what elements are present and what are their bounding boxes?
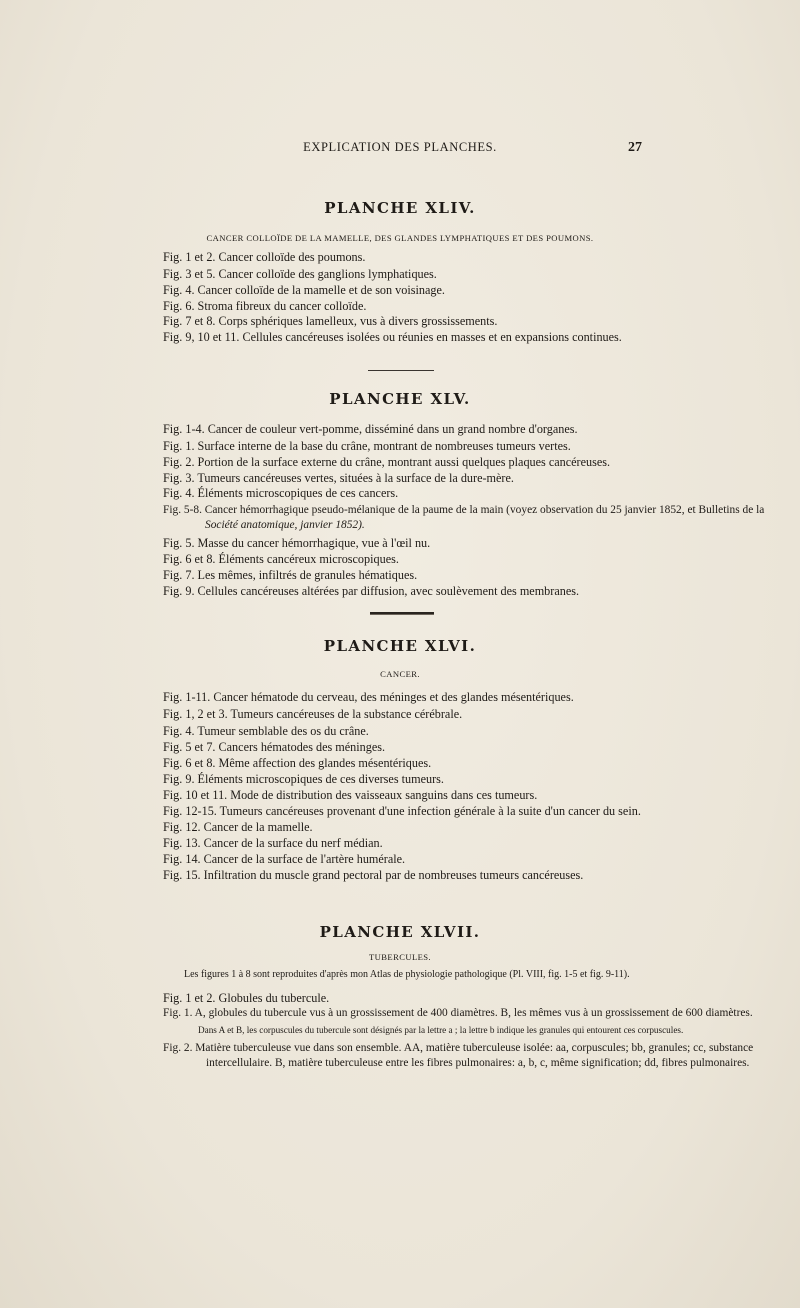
plate-title-xlvii: PLANCHE XLVII. <box>319 923 481 941</box>
caption-line: Fig. 12-15. Tumeurs cancéreuses provenant d'une infection générale à la suite d'un cancer du sein. <box>163 804 641 818</box>
caption-line: Fig. 3 et 5. Cancer colloïde des ganglions lymphatiques. <box>163 267 437 281</box>
caption-line-continuation: intercellulaire. B, matière tuberculeuse entre les fibres pulmonaires: a, b, c, même signification; dd, fibres pulmonaires. <box>206 1057 750 1069</box>
caption-line: Fig. 13. Cancer de la surface du nerf médian. <box>163 836 383 850</box>
caption-line: Fig. 9, 10 et 11. Cellules cancéreuses isolées ou réunies en masses et en expansions continues. <box>163 330 622 344</box>
plate-subtitle-xlvi: CANCER. <box>380 669 420 679</box>
caption-line: Fig. 12. Cancer de la mamelle. <box>163 820 313 834</box>
plate-title-xlvi: PLANCHE XLVI. <box>323 637 477 655</box>
caption-line: Fig. 6 et 8. Éléments cancéreux microscopiques. <box>163 552 399 566</box>
caption-line: Fig. 5. Masse du cancer hémorrhagique, vue à l'œil nu. <box>163 536 431 550</box>
caption-line-continuation: Société anatomique, janvier 1852). <box>205 519 365 531</box>
running-head: EXPLICATION DES PLANCHES. <box>303 140 497 154</box>
caption-line: Fig. 6. Stroma fibreux du cancer colloïde. <box>163 299 367 313</box>
caption-line: Fig. 1. A, globules du tubercule vus à un grossissement de 400 diamètres. B, les mêmes vus à un grossissement de 600 diamètres. <box>163 1007 753 1019</box>
caption-line: Fig. 1-11. Cancer hématode du cerveau, des méninges et des glandes mésentériques. <box>163 690 574 704</box>
caption-line: Fig. 5 et 7. Cancers hématodes des méninges. <box>163 740 386 754</box>
caption-line: Fig. 1. Surface interne de la base du crâne, montrant de nombreuses tumeurs vertes. <box>163 439 571 453</box>
caption-line: Fig. 3. Tumeurs cancéreuses vertes, situées à la surface de la dure-mère. <box>163 471 514 485</box>
caption-line: Fig. 2. Matière tuberculeuse vue dans son ensemble. AA, matière tuberculeuse isolée: aa, corpuscules; bb, granules; cc, substance <box>163 1042 754 1054</box>
caption-note: Dans A et B, les corpuscules du tubercule sont désignés par la lettre a ; la lettre b indique les granules qui entourent ces corpuscules. <box>198 1025 684 1035</box>
caption-line: Fig. 7. Les mêmes, infiltrés de granules hématiques. <box>163 568 418 582</box>
page-number: 27 <box>628 140 642 155</box>
caption-line: Fig. 1-4. Cancer de couleur vert-pomme, disséminé dans un grand nombre d'organes. <box>163 422 578 436</box>
caption-line: Fig. 1 et 2. Globules du tubercule. <box>163 991 330 1005</box>
caption-line: Fig. 5-8. Cancer hémorrhagique pseudo-mélanique de la paume de la main (voyez observation du 25 janvier 1852, et Bulletins de la <box>163 504 765 516</box>
plate-title-xlv: PLANCHE XLV. <box>329 390 471 408</box>
caption-line: Fig. 2. Portion de la surface externe du crâne, montrant aussi quelques plaques cancéreuses. <box>163 455 611 469</box>
plate-note: Les figures 1 à 8 sont reproduites d'après mon Atlas de physiologie pathologique (Pl. VIII, fig. 1-5 et fig. 9-11). <box>184 969 630 980</box>
caption-line: Fig. 4. Cancer colloïde de la mamelle et de son voisinage. <box>163 283 445 297</box>
caption-line: Fig. 6 et 8. Même affection des glandes mésentériques. <box>163 756 432 770</box>
plate-subtitle-xlvii: TUBERCULES. <box>369 952 431 962</box>
caption-line: Fig. 1 et 2. Cancer colloïde des poumons. <box>163 250 366 264</box>
caption-line: Fig. 7 et 8. Corps sphériques lamelleux, vus à divers grossissements. <box>163 314 498 328</box>
caption-line: Fig. 4. Éléments microscopiques de ces cancers. <box>163 486 399 500</box>
caption-line: Fig. 15. Infiltration du muscle grand pectoral par de nombreuses tumeurs cancéreuses. <box>163 868 584 882</box>
caption-line: Fig. 9. Cellules cancéreuses altérées par diffusion, avec soulèvement des membranes. <box>163 584 580 598</box>
plate-subtitle-xliv: CANCER COLLOÏDE DE LA MAMELLE, DES GLANDES LYMPHATIQUES ET DES POUMONS. <box>206 233 594 243</box>
caption-line: Fig. 14. Cancer de la surface de l'artère humérale. <box>163 852 406 866</box>
caption-line: Fig. 1, 2 et 3. Tumeurs cancéreuses de la substance cérébrale. <box>163 707 463 721</box>
caption-line: Fig. 9. Éléments microscopiques de ces diverses tumeurs. <box>163 772 444 786</box>
section-separator <box>370 612 434 615</box>
plate-title-xliv: PLANCHE XLIV. <box>324 199 476 217</box>
section-separator <box>368 370 434 371</box>
caption-line: Fig. 4. Tumeur semblable des os du crâne. <box>163 724 369 738</box>
caption-line: Fig. 10 et 11. Mode de distribution des vaisseaux sanguins dans ces tumeurs. <box>163 788 538 802</box>
